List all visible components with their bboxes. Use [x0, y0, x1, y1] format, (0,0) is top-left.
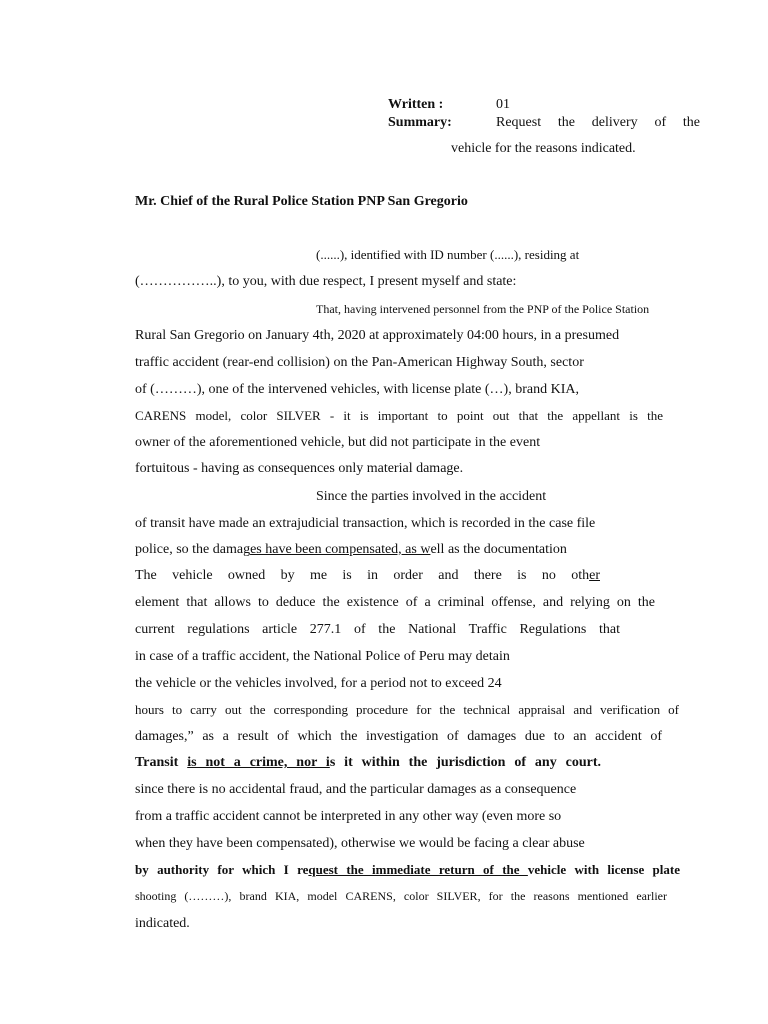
- summary-label: Summary:: [388, 115, 452, 130]
- body-line: traffic accident (rear-end collision) on the Pan-American Highway South, sector: [135, 355, 584, 370]
- body-line: (……………..), to you, with due respect, I present myself and state:: [135, 274, 517, 289]
- body-line: when they have been compensated), otherwise we would be facing a clear abuse: [135, 836, 585, 851]
- body-line: CARENS model, color SILVER - it is important to point out that the appellant is the: [135, 408, 663, 423]
- written-label: Written :: [388, 97, 444, 112]
- body-line: since there is no accidental fraud, and the particular damages as a consequence: [135, 782, 577, 797]
- body-line: fortuitous - having as consequences only material damage.: [135, 461, 464, 476]
- body-line: of transit have made an extrajudicial transaction, which is recorded in the case file: [135, 516, 596, 531]
- body-line: hours to carry out the corresponding procedure for the technical appraisal and verification of: [135, 702, 679, 717]
- body-line: from a traffic accident cannot be interpreted in any other way (even more so: [135, 809, 562, 824]
- body-line-bold-underline: Transit is not a crime, nor is it within the jurisdiction of any court.: [135, 755, 601, 770]
- body-line: owner of the aforementioned vehicle, but did not participate in the event: [135, 435, 541, 450]
- body-line: That, having intervened personnel from the PNP of the Police Station: [316, 302, 650, 316]
- body-line: indicated.: [135, 916, 190, 931]
- body-line-with-underline: The vehicle owned by me is in order and there is no other: [135, 568, 600, 583]
- body-line-bold-underline: by authority for which I request the immediate return of the vehicle with license plate: [135, 862, 680, 877]
- body-line: element that allows to deduce the existence of a criminal offense, and relying on the: [135, 595, 655, 610]
- body-line: Rural San Gregorio on January 4th, 2020 at approximately 04:00 hours, in a presumed: [135, 328, 620, 343]
- body-line: damages,” as a result of which the investigation of damages due to an accident of: [135, 729, 662, 744]
- body-line: of (………), one of the intervened vehicles, with license plate (…), brand KIA,: [135, 382, 579, 397]
- written-value: 01: [496, 97, 510, 112]
- summary-line-2: vehicle for the reasons indicated.: [451, 141, 636, 156]
- body-line: Since the parties involved in the accident: [316, 489, 547, 504]
- summary-line-1: Request the delivery of the: [496, 115, 700, 130]
- body-line: shooting (………), brand KIA, model CARENS, color SILVER, for the reasons mentioned earlier: [135, 889, 667, 903]
- addressee: Mr. Chief of the Rural Police Station PNP San Gregorio: [135, 194, 468, 209]
- body-line: the vehicle or the vehicles involved, for a period not to exceed 24: [135, 676, 502, 691]
- body-line: current regulations article 277.1 of the National Traffic Regulations that: [135, 622, 620, 637]
- body-line: (......), identified with ID number (......), residing at: [316, 247, 580, 262]
- body-line: in case of a traffic accident, the National Police of Peru may detain: [135, 649, 510, 664]
- body-line-with-underline: police, so the damages have been compensated, as well as the documentation: [135, 542, 567, 557]
